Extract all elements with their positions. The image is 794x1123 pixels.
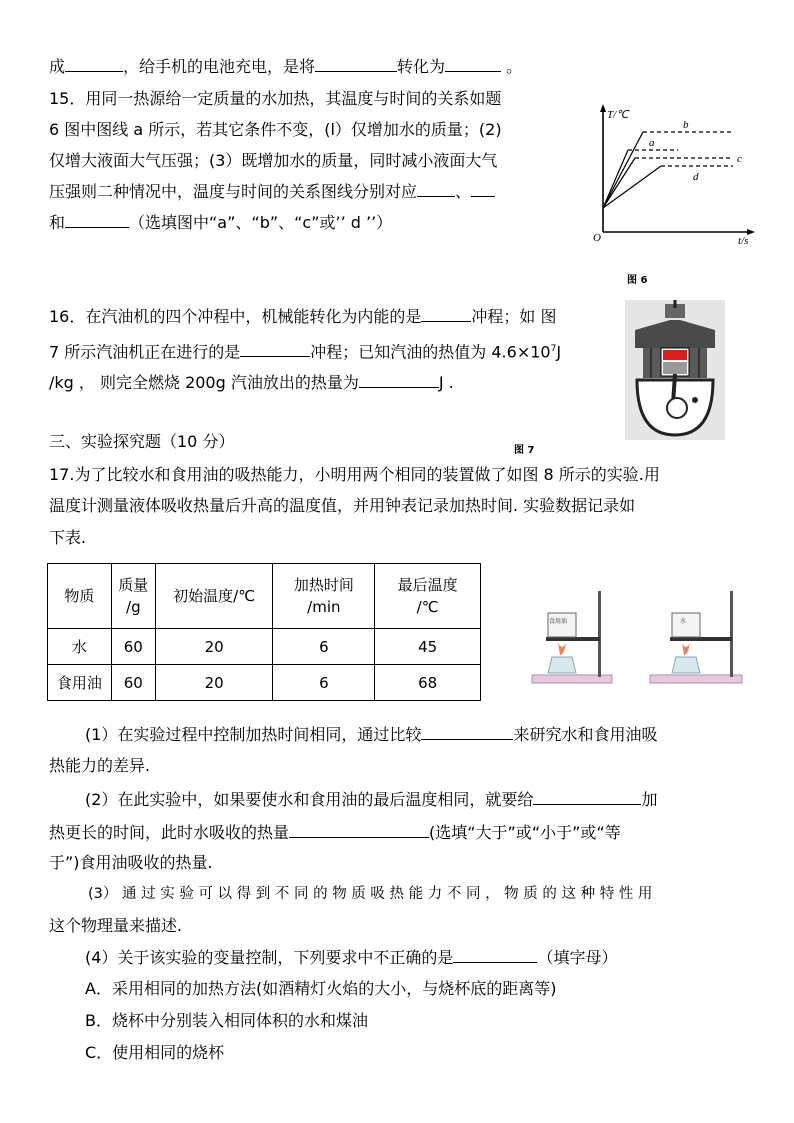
curve-c — [603, 158, 635, 208]
y-axis-label: T/℃ — [607, 109, 629, 121]
data-table — [47, 563, 481, 701]
table-header-row — [48, 564, 481, 629]
p3-line-1: (3） 通 过 实 验 可 以 得 到 不 同 的 物 质 吸 热 能 力 不 同 ， 物 质 的 这 种 特 性 用 — [88, 886, 653, 902]
curve-c-label: c — [737, 153, 742, 165]
q16-line-1: 16．在汽油机的四个冲程中，机械能转化为内能的是 冲程；如 图 — [49, 307, 557, 326]
table-header: 最后温度 /℃ — [375, 564, 481, 629]
p1-line-2: 热能力的差异. — [49, 756, 151, 775]
q16-line-3: /kg ， 则完全燃烧 200g 汽油放出的热量为 J . — [49, 373, 454, 392]
flame — [682, 643, 690, 655]
table-row — [48, 665, 481, 701]
q15-line-4: 压强则二种情况中，温度与时间的关系图线分别对应 、 — [49, 180, 495, 203]
p3-line-2: 这个物理量来描述. — [49, 916, 183, 935]
table-cell: 6 — [273, 629, 375, 665]
option-a: A．采用相同的加热方法(如酒精灯火焰的大小，与烧杯底的距离等) — [85, 979, 557, 998]
figure-6-graph — [583, 100, 763, 245]
q17-line-3: 下表. — [49, 528, 87, 547]
curve-b — [603, 132, 643, 208]
table-cell: 水 — [48, 629, 112, 665]
table-header: 初始温度/℃ — [155, 564, 273, 629]
p4-line-1: (4）关于该实验的变量控制，下列要求中不正确的是 （填字母） — [85, 948, 618, 967]
table-cell: 食用油 — [48, 665, 112, 701]
table-cell: 60 — [111, 665, 155, 701]
combustion-chamber — [663, 350, 687, 360]
y-axis-arrow — [600, 104, 606, 112]
answer-blank[interactable] — [65, 55, 123, 72]
curve-d-label: d — [693, 171, 699, 183]
answer-blank[interactable] — [315, 55, 397, 72]
beaker — [548, 613, 576, 637]
q16-line-2: 7 所示汽油机正在进行的是 冲程；已知汽油的热值为 $4.6\times 10^7J$ — [49, 342, 562, 362]
table-header: 质量 /g — [111, 564, 155, 629]
line-1: 成 ，给手机的电池充电，是将 转化为 。 — [49, 57, 523, 76]
answer-blank[interactable] — [453, 946, 537, 963]
beaker-label: 水 — [680, 618, 687, 625]
x-axis-label: t/s — [738, 235, 749, 245]
answer-blank[interactable] — [421, 305, 471, 322]
alcohol-lamp — [548, 657, 576, 673]
beaker-label: 食用油 — [549, 618, 568, 625]
p2-line-2: 热更长的时间，此时水吸收的热量 (选填“大于”或“小于”或“等 — [49, 823, 621, 842]
left-setup — [532, 591, 612, 683]
stand-rod — [598, 591, 601, 677]
curve-b-label: b — [683, 119, 689, 131]
table-header: 物质 — [48, 564, 112, 629]
table-row — [48, 629, 481, 665]
stand-rod — [730, 591, 733, 677]
table-cell: 6 — [273, 665, 375, 701]
option-c: C．使用相同的烧杯 — [85, 1043, 225, 1062]
right-setup — [650, 591, 742, 683]
q17-line-2: 温度计测量液体吸收热量后升高的温度值，并用钟表记录加热时间. 实验数据记录如 — [49, 496, 636, 515]
wire-gauze — [670, 637, 732, 641]
figure-7-caption: 图 7 — [514, 445, 535, 456]
answer-blank[interactable] — [421, 723, 513, 740]
q15-line-2: 6 图中图线 a 所示，若其它条件不变，(l）仅增加水的质量；(2) — [49, 120, 502, 139]
answer-blank[interactable] — [65, 211, 129, 228]
q15-line-5: 和 （选填图中“a”、“b”、“c”或’’ d ’’） — [49, 213, 393, 232]
figure-7-engine — [625, 300, 725, 440]
table-cell: 68 — [375, 665, 481, 701]
section-3-heading: 三、实验探究题（10 分） — [49, 432, 235, 451]
beaker — [672, 613, 700, 637]
q17-line-1: 17.为了比较水和食用油的吸热能力，小明用两个相同的装置做了如图 8 所示的实验.用 — [49, 465, 660, 484]
crankshaft — [667, 398, 687, 418]
figure-8-apparatus — [530, 585, 756, 693]
wire-gauze — [546, 637, 600, 641]
p2-line-3: 于”)食用油吸收的热量. — [49, 853, 213, 872]
table-header: 加热时间 /min — [273, 564, 375, 629]
table-cell: 60 — [111, 629, 155, 665]
answer-blank[interactable] — [533, 788, 641, 805]
option-b: B．烧杯中分别装入相同体积的水和煤油 — [85, 1011, 368, 1030]
answer-blank[interactable] — [417, 180, 455, 197]
origin-label: O — [593, 232, 601, 244]
flame — [558, 643, 566, 655]
p1-line-1: (1）在实验过程中控制加热时间相同，通过比较 来研究水和食用油吸 — [85, 725, 658, 744]
q15-line-3: 仅增大液面大气压强；(3）既增加水的质量，同时减小液面大气 — [49, 151, 498, 170]
piston — [663, 362, 687, 374]
answer-blank[interactable] — [289, 821, 429, 838]
answer-blank[interactable] — [240, 340, 310, 357]
curve-a-label: a — [649, 137, 655, 149]
alcohol-lamp — [672, 657, 700, 673]
answer-blank[interactable] — [359, 371, 439, 388]
p2-line-1: (2）在此实验中，如果要使水和食用油的最后温度相同，就要给 加 — [85, 790, 658, 809]
figure-6-caption: 图 6 — [627, 275, 648, 286]
q15-line-1: 15．用同一热源给一定质量的水加热，其温度与时间的关系如题 — [49, 89, 502, 108]
answer-blank[interactable] — [471, 180, 495, 197]
table-cell: 20 — [155, 665, 273, 701]
table-cell: 45 — [375, 629, 481, 665]
base-plate — [650, 675, 742, 683]
answer-blank[interactable] — [445, 55, 501, 72]
table-cell: 20 — [155, 629, 273, 665]
